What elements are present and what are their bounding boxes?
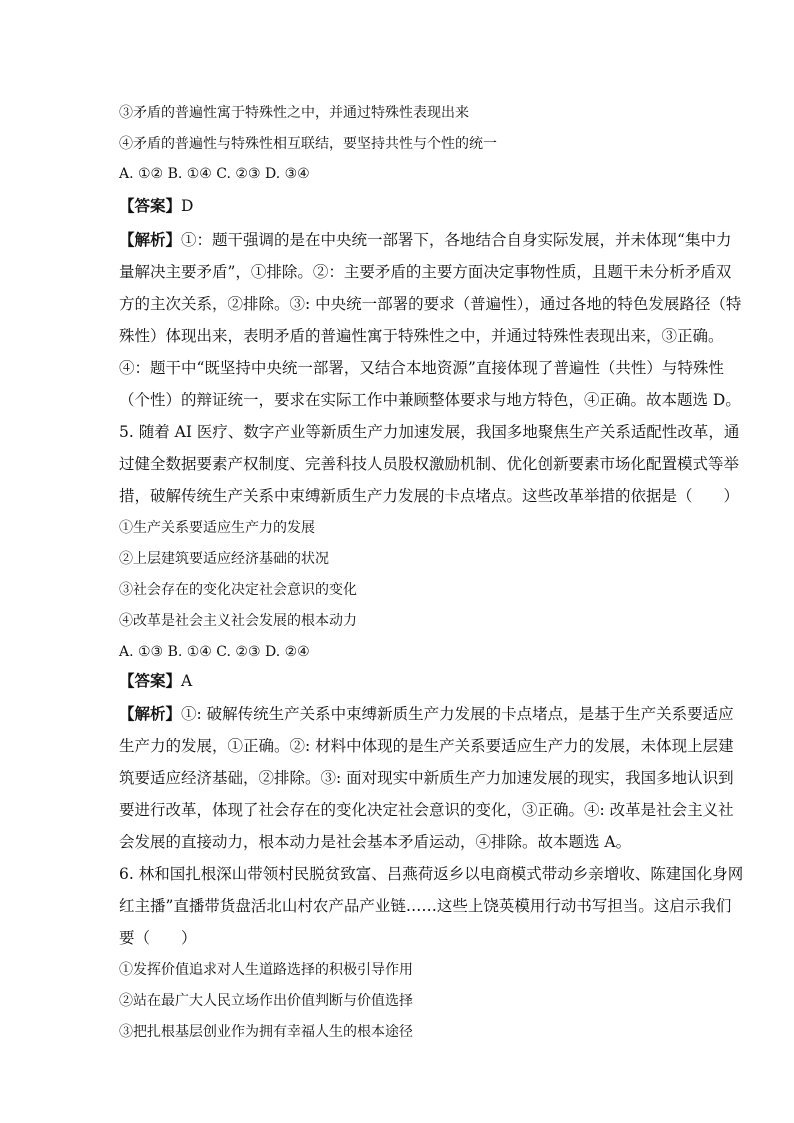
q5-option-4: ④改革是社会主义社会发展的根本动力 (119, 613, 357, 629)
q6-option-2: ②站在最广大人民立场作出价值判断与价值选择 (119, 993, 413, 1009)
q5-stem-line-3: 措，破解传统生产关系中束缚新质生产力发展的卡点堵点。这些改革举措的依据是（ ） (119, 487, 740, 505)
q5-option-3: ③社会存在的变化决定社会意识的变化 (119, 582, 357, 598)
q4-analysis-line-3: 方的主次关系，②排除。③: 中央统一部署的要求（普遍性），通过各地的特色发展路径（特 (119, 295, 742, 313)
answer-label: 【答案】 (119, 671, 182, 690)
answer-value: A (181, 672, 193, 690)
analysis-text: ①: 破解传统生产关系中束缚新质生产力发展的卡点堵点，是基于生产关系要适应 (181, 705, 734, 723)
q6-option-1: ①发挥价值追求对人生道路选择的积极引导作用 (119, 962, 413, 978)
q4-analysis-line-6: （个性）的辩证统一，要求在实际工作中兼顾整体要求与地方特色，④正确。故本题选 D。 (119, 391, 741, 409)
q5-option-1: ①生产关系要适应生产力的发展 (119, 520, 315, 536)
analysis-label: 【解析】 (119, 230, 182, 249)
q5-analysis-line-4: 要进行改革，体现了社会存在的变化决定社会意识的变化，③正确。④: 改革是社会主义社 (119, 801, 734, 819)
q5-stem-line-2: 过健全数据要素产权制度、完善科技人员股权激励机制、优化创新要素市场化配置模式等举 (119, 455, 740, 473)
q6-option-3: ③把扎根基层创业作为拥有幸福人生的根本途径 (119, 1024, 413, 1040)
q5-stem-line-1: 5. 随着 AI 医疗、数字产业等新质生产力加速发展，我国多地聚焦生产关系适配性改革，通 (119, 423, 740, 441)
q6-stem-line-3: 要（ ） (119, 929, 197, 947)
q4-answer (119, 194, 193, 218)
q5-answer (119, 669, 192, 693)
q4-analysis-line-5: ④：题干中“既坚持中央统一部署，又结合本地资源”直接体现了普遍性（共性）与特殊性 (119, 359, 724, 377)
q4-choices: A. ①② B. ①④ C. ②③ D. ③④ (119, 166, 310, 182)
q6-stem-line-1: 6. 林和国扎根深山带领村民脱贫致富、吕燕荷返乡以电商模式带动乡亲增收、陈建国化身网 (119, 865, 744, 883)
q5-option-2: ②上层建筑要适应经济基础的状况 (119, 551, 329, 567)
q5-analysis-line-1 (119, 702, 734, 726)
answer-value: D (181, 197, 194, 215)
q5-analysis-line-2: 生产力的发展，①正确。②: 材料中体现的是生产关系要适应生产力的发展，未体现上层建 (119, 737, 734, 755)
q4-option-3: ③矛盾的普遍性寓于特殊性之中，并通过特殊性表现出来 (119, 105, 469, 121)
analysis-label: 【解析】 (119, 704, 182, 723)
q4-analysis-line-2: 量解决主要矛盾”，①排除。②：主要矛盾的主要方面决定事物性质，且题干未分析矛盾双 (119, 263, 732, 281)
q5-analysis-line-3: 筑要适应经济基础，②排除。③: 面对现实中新质生产力加速发展的现实，我国多地认识到 (119, 769, 734, 787)
q4-analysis-line-1 (119, 228, 731, 252)
q4-analysis-line-4: 殊性）体现出来，表明矛盾的普遍性寓于特殊性之中，并通过特殊性表现出来，③正确。 (119, 327, 724, 345)
q5-analysis-line-5: 会发展的直接动力，根本动力是社会基本矛盾运动，④排除。故本题选 A。 (119, 833, 632, 851)
q4-option-4: ④矛盾的普遍性与特殊性相互联结，要坚持共性与个性的统一 (119, 136, 497, 152)
q5-choices: A. ①③ B. ①④ C. ②③ D. ②④ (119, 644, 310, 660)
analysis-text: ①：题干强调的是在中央统一部署下，各地结合自身实际发展，并未体现“集中力 (181, 231, 732, 249)
answer-label: 【答案】 (119, 196, 182, 215)
q6-stem-line-2: 红主播”直播带货盘活北山村农产品产业链……这些上饶英模用行动书写担当。这启示我们 (119, 897, 732, 915)
